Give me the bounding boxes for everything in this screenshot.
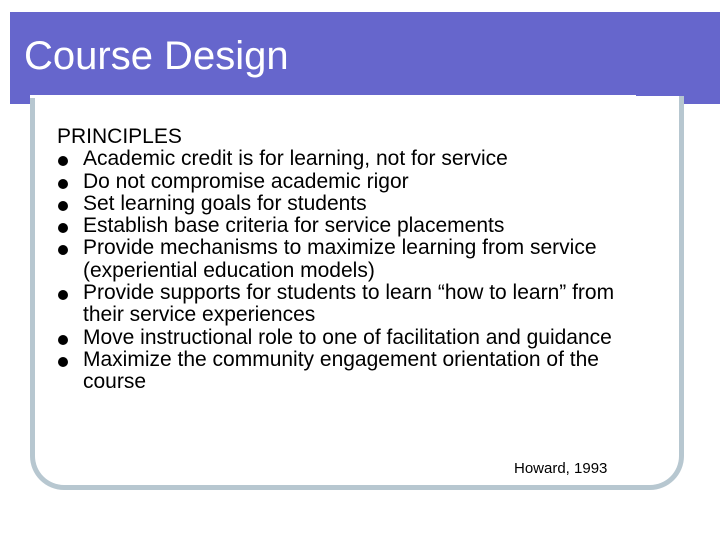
list-item — [57, 327, 657, 349]
list-item — [57, 171, 657, 193]
bullet-icon — [58, 357, 68, 367]
bullet-text: Do not compromise academic rigor — [83, 169, 409, 193]
citation: Howard, 1993 — [514, 460, 608, 477]
bullet-text: Provide supports for students to learn “how to learn” from their service experiences — [83, 281, 615, 327]
bullet-text: Move instructional role to one of facilitation and guidance — [83, 325, 612, 349]
list-item — [57, 282, 657, 327]
bullet-icon — [58, 245, 68, 255]
bullet-text: Set learning goals for students — [83, 191, 367, 215]
principles-heading: PRINCIPLES — [57, 125, 182, 148]
list-item — [57, 237, 657, 282]
bullet-icon — [58, 201, 68, 211]
slide-body — [57, 125, 657, 477]
title-underline — [30, 95, 636, 98]
bullet-text: Provide mechanisms to maximize learning from service (experiential education models) — [83, 236, 597, 282]
bullet-icon — [58, 335, 68, 345]
slide-title: Course Design — [24, 34, 289, 78]
list-item — [57, 148, 657, 170]
list-item — [57, 349, 657, 394]
bullet-icon — [58, 223, 68, 233]
list-item — [57, 215, 657, 237]
bullet-text: Maximize the community engagement orientation of the course — [83, 347, 599, 394]
bullet-icon — [58, 290, 68, 300]
list-item — [57, 193, 657, 215]
bullet-icon — [58, 156, 68, 166]
bullet-list — [57, 148, 657, 393]
bullet-text: Establish base criteria for service placements — [83, 214, 505, 238]
bullet-icon — [58, 179, 68, 189]
bullet-text: Academic credit is for learning, not for service — [83, 147, 508, 171]
